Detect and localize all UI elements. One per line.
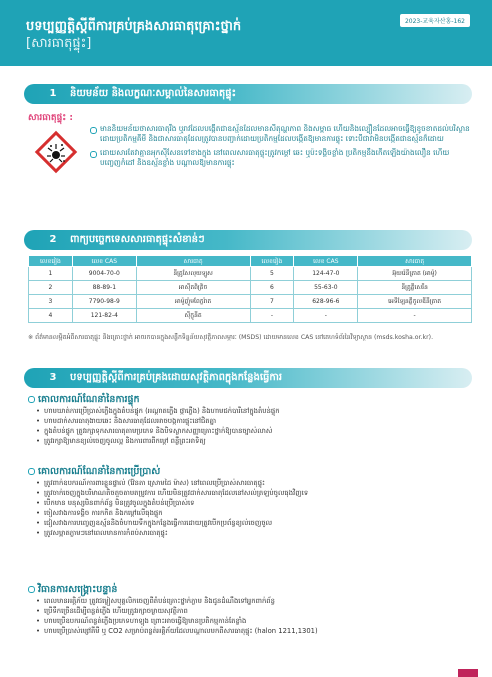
explosives-table [28, 255, 472, 323]
table-cell: អ៊ុយរ៉េនីត្រាត (អាម៉ូ) [358, 267, 472, 281]
list-item: • ប្រើទឹកច្រើនដើម្បីពន្លត់ភ្លើង ហើយត្រូវរក្សាចម្ងាយសុវត្ថិភាព [36, 607, 472, 616]
definition-item: មាននិយមន័យថាសារធាតុរឹង ឬរាវដែលបង្កើតជាឧស្ម័នដែលមានសីតុណ្ហភាព និងសម្ពាធ ហើយនិងល្បឿនដែលអាចធ្វើឱ្យខូចខាតដល់បរិស្ថានដោយប្រតិកម្មគីមី និងជាសារធាតុដែលត្រូវបានបញ្ជាក់ដោយប្រតិកម្មដែលបង្កើតឱ្យមានការផ្ទុះ ទោះបីជាវាមិនបង្កើតជាឧស្ម័នក៏ដោយ [90, 124, 470, 144]
page-header [0, 0, 492, 66]
explosive-hazard-pictogram [34, 130, 78, 174]
page-title-line1: បទប្បញ្ញត្តិស្ដីពីការគ្រប់គ្រងសារធាតុគ្រោះថ្នាក់ [26, 19, 242, 34]
msds-note: ※ ព័ត៌មានលម្អិតអំពីសារធាតុផ្ទុះ និងគ្រោះថ្នាក់ អាចរកបានក្នុងសន្លឹកទិន្នន័យសុវត្ថិភាពសម្ភារៈ (MSDS) ដោយមានលេខ CAS នៅគេហទំព័រនៃវិទ្យាស្ថាន (msds.kosha.or.kr). [28, 334, 434, 341]
section-2-title: ពាក្យបច្ចេកទេសសារធាតុផ្ទុះសំខាន់ៗ [70, 234, 205, 245]
column-header: លេខរៀង [29, 256, 73, 267]
table-cell: 4 [29, 309, 73, 323]
table-cell: ស៊ីក្លូនីត [136, 309, 250, 323]
list-item: • ហាមដាក់សារធាតុងាយឆេះ និងសារធាតុដែលអាចបង្កការផ្ទុះនៅជិតគ្នា [36, 417, 472, 426]
list-item: • ចៀសវាងការទង្គិច ការកកិត និងកម្ដៅលើធុងផ្ទុក [36, 509, 472, 518]
table-cell: 124-47-0 [294, 267, 358, 281]
table-cell: នីត្រូគ្លីសេរីន [358, 281, 472, 295]
table-cell: 1 [29, 267, 73, 281]
page-title [26, 18, 426, 52]
table-cell: 55-63-0 [294, 281, 358, 295]
emergency-measures-heading: វិធានការសង្គ្រោះបន្ទាន់ [28, 583, 117, 597]
exploding-bomb-icon [34, 130, 78, 174]
table-cell: 2 [29, 281, 73, 295]
table-cell: 7790-98-9 [72, 295, 136, 309]
column-header: សារធាតុ [358, 256, 472, 267]
list-item: • ត្រូវចាក់ចេញក្នុងបរិមាណតិចតួចតាមតម្រូវការ ហើយមិនត្រូវដាក់សារធាតុដែលនៅសល់ត្រឡប់ចូលធុងវិញទេ [36, 489, 472, 498]
emergency-measures-list [36, 597, 472, 637]
table-cell: 88-89-1 [72, 281, 136, 295]
list-item: • ក្នុងតំបន់ផ្ទុក ត្រូវរក្សាទុកសារធាតុតាមប្រភេទ និងបិទស្លាកសញ្ញាគ្រោះថ្នាក់ឱ្យបានច្បាស់លាស់ [36, 427, 472, 436]
column-header: សារធាតុ [136, 256, 250, 267]
storage-guidelines-list [36, 407, 472, 447]
table-cell: - [358, 309, 472, 323]
table-cell: 5 [250, 267, 294, 281]
storage-guidelines-heading: គោលការណ៍ណែនាំនៃការផ្ទុក [28, 393, 140, 407]
table-cell: 6 [250, 281, 294, 295]
document-code-tag: 2023-교육자산홍-162 [400, 14, 470, 27]
table-cell: 3 [29, 295, 73, 309]
list-item: • បើកមាន មនុស្សមិនពាក់ព័ន្ធ មិនត្រូវចូលក្នុងតំបន់ប្រើប្រាស់ទេ [36, 499, 472, 508]
explosive-definition-list [90, 124, 470, 172]
table-cell: 121-82-4 [72, 309, 136, 323]
section-1-header [24, 84, 472, 104]
list-item: • ពេលមានអគ្គិភ័យ ត្រូវជម្លៀសបុគ្គលិកចេញពីតំបន់គ្រោះថ្នាក់ភ្លាម និងជូនដំណឹងទៅអ្នកពាក់ព័ន្ធ [36, 597, 472, 606]
section-1-number: 1 [49, 88, 57, 99]
table-row [29, 281, 472, 295]
table-cell: - [294, 309, 358, 323]
column-header: លេខ CAS [72, 256, 136, 267]
table-cell: 9004-70-0 [72, 267, 136, 281]
list-item: • ត្រូវពាក់ឧបករណ៍ការពារខ្លួនផ្ទាល់ (វ៉ែនតា ស្រោមដៃ ម៉ាស) នៅពេលប្រើប្រាស់សារធាតុផ្ទុះ [36, 479, 472, 488]
table-row [29, 295, 472, 309]
footer-accent-mark [458, 669, 478, 677]
definition-item: ដោយសារតែវាគ្មានអុកស៊ីសែនទៅខាងក្នុង នៅពេលសារធាតុផ្ទុះត្រូវកម្ដៅ ឆេះ ឬប៉ះទង្គិចខ្លាំង ប្រតិកម្មនឹងកើតឡើងយ៉ាងលឿន ហើយបញ្ចេញកំដៅ និងឧស្ម័នខ្លាំង បណ្ដាលឱ្យមានការផ្ទុះ [90, 148, 470, 168]
usage-guidelines-heading: គោលការណ៍ណែនាំនៃការប្រើប្រាស់ [28, 465, 160, 479]
list-item: • ហាមប្រើប្រាស់ម្សៅគីមី ឬ CO2 សម្រាប់ពន្លត់អគ្គិភ័យដែលបណ្ដាលមកពីសារធាតុផ្ទុះ (halon 1211,1301) [36, 627, 472, 636]
table-row [29, 267, 472, 281]
list-item: • ជៀសវាងការបញ្ចេញឧស្ម័ននិងចំហាយទឹកក្នុងកន្លែងធ្វើការដោយត្រូវបើកប្រព័ន្ធខ្យល់ចេញចូល [36, 519, 472, 528]
list-item: • ហាមឃាត់ការប្រើប្រាស់ភ្លើងក្នុងតំបន់ផ្ទុក (អណ្ដាតភ្លើង ផ្កាភ្លើង) និងហាមជក់បារីនៅក្នុងតំបន់ផ្ទុក [36, 407, 472, 416]
list-item: • ត្រូវរក្សាឱ្យមានខ្យល់ចេញចូលល្អ និងការពារពីកម្ដៅ ពន្លឺព្រះអាទិត្យ [36, 437, 472, 446]
section-2-number: 2 [49, 234, 57, 245]
list-item: • ហាមប្រើឧបករណ៍ពន្លត់ភ្លើងប្រភេទហាឡុង ព្រោះអាចធ្វើឱ្យមានប្រតិកម្មកាន់តែខ្លាំង [36, 617, 472, 626]
column-header: លេខរៀង [250, 256, 294, 267]
table-cell: អេទីឡែនគ្លីកូលឌីនីត្រាត [358, 295, 472, 309]
usage-guidelines-list [36, 479, 472, 540]
table-cell: នីត្រូសែលុយឡូស [136, 267, 250, 281]
section-2-header [24, 230, 472, 250]
page-title-line2: [សារធាតុផ្ទុះ] [26, 36, 92, 51]
table-cell: អាស៊ីតពិគ្រិច [136, 281, 250, 295]
table-cell: អាម៉ូញ៉ូមពែក្លរ៉ាត [136, 295, 250, 309]
table-header-row [29, 256, 472, 267]
table-cell: 7 [250, 295, 294, 309]
explosive-keyword: សារធាតុផ្ទុះ : [28, 113, 73, 123]
section-3-number: 3 [49, 372, 57, 383]
table-cell: - [250, 309, 294, 323]
section-3-title: បទប្បញ្ញត្តិស្ដីពីការគ្រប់គ្រងដោយសុវត្ថិភាពក្នុងកន្លែងធ្វើការ [70, 372, 283, 383]
table-row [29, 309, 472, 323]
section-3-header [24, 368, 472, 388]
table-cell: 628-96-6 [294, 295, 358, 309]
list-item: • ត្រូវសម្អាតភ្លាមៗនៅពេលមានការកំពប់សារធាតុផ្ទុះ [36, 529, 472, 538]
column-header: លេខ CAS [294, 256, 358, 267]
section-1-title: និយមន័យ និងលក្ខណៈសម្គាល់នៃសារធាតុផ្ទុះ [70, 88, 236, 99]
